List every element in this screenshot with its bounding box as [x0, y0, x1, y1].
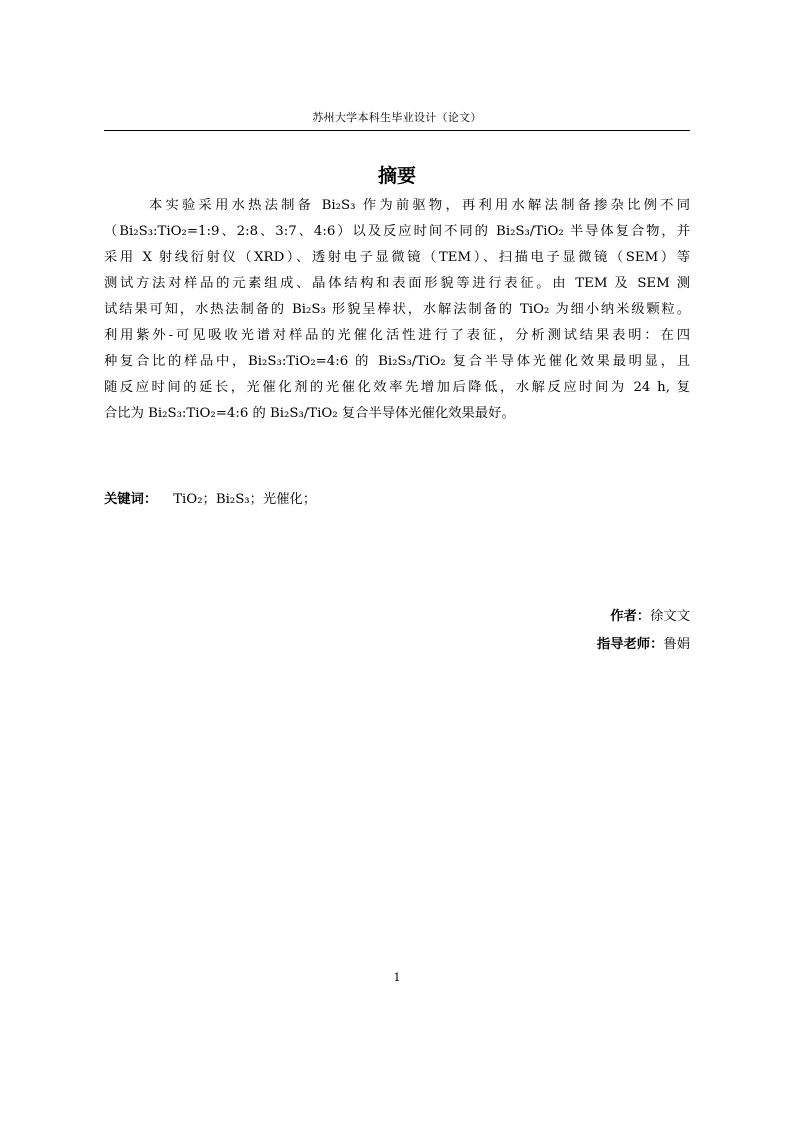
- abstract-line: （Bi₂S₃:TiO₂=1:9、2:8、3:7、4:6）以及反应时间不同的 Bi₂S₃/TiO₂ 半导体复合物，并: [104, 224, 690, 239]
- abstract-line: 合比为 Bi₂S₃:TiO₂=4:6 的 Bi₂S₃/TiO₂ 复合半导体光催化效果最好。: [104, 406, 515, 421]
- page-header: [104, 106, 690, 131]
- author-label: 作者：: [610, 609, 651, 624]
- advisor-line: [597, 632, 690, 658]
- header-text: 苏州大学本科生毕业设计（论文）: [312, 111, 482, 124]
- keywords-value: TiO₂；Bi₂S₃；光催化；: [173, 492, 317, 507]
- abstract-line: 本实验采用水热法制备 Bi₂S₃ 作为前驱物，再利用水解法制备掺杂比例不同: [149, 198, 690, 213]
- keywords-row: [104, 487, 316, 513]
- abstract-line: 种复合比的样品中，Bi₂S₃:TiO₂=4:6 的 Bi₂S₃/TiO₂ 复合半导体光催化效果最明显，且: [104, 354, 690, 369]
- advisor-name: 鲁娟: [663, 637, 690, 652]
- abstract-line: 采用 X 射线衍射仪（XRD）、透射电子显微镜（TEM）、扫描电子显微镜（SEM）等: [104, 250, 690, 265]
- abstract-line: 测试方法对样品的元素组成、晶体结构和表面形貌等进行表征。由 TEM 及 SEM 测: [104, 276, 690, 291]
- abstract-body: [104, 193, 690, 427]
- abstract-line: 试结果可知，水热法制备的 Bi₂S₃ 形貌呈棒状，水解法制备的 TiO₂ 为细小纳米级颗粒。: [104, 302, 690, 317]
- author-name: 徐文文: [650, 609, 690, 624]
- abstract-line: 随反应时间的延长，光催化剂的光催化效率先增加后降低，水解反应时间为 24 h, 复: [104, 380, 690, 395]
- keywords-label: 关键词：: [104, 492, 158, 507]
- page-number: 1: [393, 971, 401, 984]
- abstract-title: 摘要: [377, 165, 416, 187]
- abstract-line: 利用紫外-可见吸收光谱对样品的光催化活性进行了表征，分析测试结果表明：在四: [104, 328, 690, 343]
- advisor-label: 指导老师：: [596, 637, 664, 652]
- author-line: [610, 604, 690, 630]
